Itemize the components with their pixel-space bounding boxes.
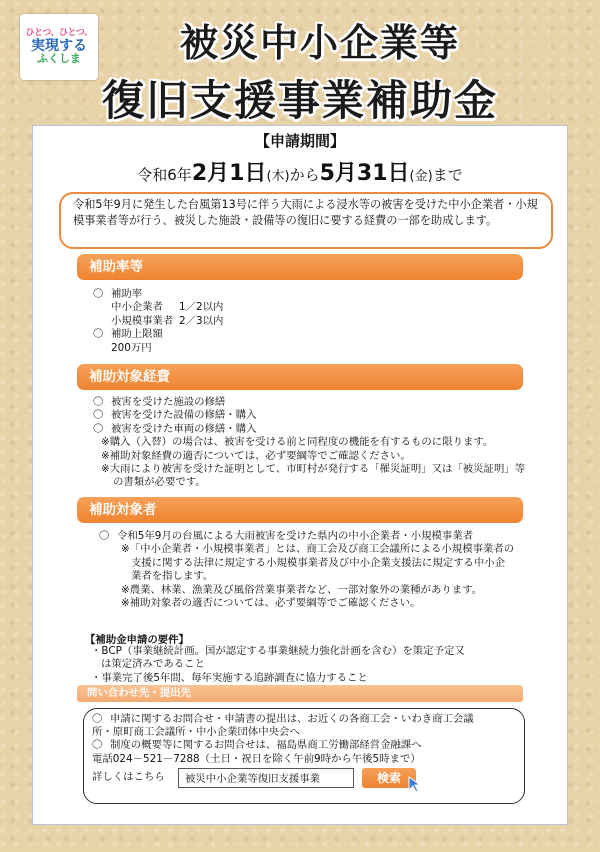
rate-label: 補助率: [111, 288, 143, 300]
circle-mark: 〇: [99, 530, 110, 542]
target-note: 業者を指します。: [131, 570, 214, 583]
cost-note: ※大雨により被害を受けた証明として、市町村が発行する「罹災証明」又は「被災証明」等: [101, 463, 526, 476]
period-end: 5月31日: [319, 161, 410, 186]
small-business-rate: 2／3以内: [179, 314, 224, 327]
cost-note: の書類が必要です。: [113, 476, 206, 489]
logo-line-1: ひとつ、ひとつ、: [25, 28, 93, 39]
target-note: ※補助対象者の適否については、必ず要綱等でご確認ください。: [121, 597, 421, 610]
search-input[interactable]: [178, 768, 354, 788]
limit-value: 200万円: [111, 341, 152, 354]
contact-item-1-line-1: 申請に関するお問合せ・申請書の提出は、お近くの各商工会・いわき商工会議: [110, 713, 474, 725]
limit-label: 補助上限額: [111, 328, 163, 341]
circle-mark: 〇: [93, 288, 104, 300]
details-label: 詳しくはこちら: [92, 771, 165, 784]
requirement-item: ・BCP（事業継続計画。国が認定する事業継続力強化計画を含む）を策定予定又: [91, 645, 465, 657]
target-note: 支援に関する法律に規定する小規模事業者及び中小企業支援法に規定する中小企: [131, 556, 506, 569]
logo-line-3: ふくしま: [37, 52, 81, 66]
target-note: ※農業、林業、漁業及び風俗営業事業者など、一部対象外の業種があります。: [121, 583, 483, 596]
contact-item-2-line-1: 制度の概要等に関するお問合せは、福島県商工労働部経営金融課へ: [110, 739, 422, 752]
requirements-list: [91, 645, 531, 685]
period-prefix: 令和6年: [137, 166, 192, 184]
application-period: [33, 156, 567, 187]
targets-heading: 補助対象者: [77, 497, 523, 523]
cost-item: 被害を受けた車両の修繕・購入: [111, 422, 257, 435]
requirement-item: は策定済みであること: [101, 658, 205, 671]
pointer-cursor-icon: [406, 775, 424, 793]
contact-box: [83, 708, 525, 804]
requirement-item: ・事業完了後5年間、毎年実施する追跡調査に協力すること: [91, 671, 368, 684]
page-title-line-2: 復旧支援事業補助金: [101, 76, 498, 125]
period-from: から: [289, 166, 320, 184]
page-title-line-1: 被災中小企業等: [179, 21, 460, 65]
requirements-heading: 【補助金申請の要件】: [85, 634, 189, 646]
cost-note: ※補助対象経費の適否については、必ず要綱等でご確認ください。: [101, 449, 411, 462]
targets-section: [99, 530, 539, 610]
circle-mark: 〇: [92, 739, 103, 752]
period-start-day: (木): [266, 169, 290, 184]
costs-section: [93, 396, 533, 490]
period-end-day: (金): [409, 169, 433, 184]
search-button[interactable]: 検索: [362, 768, 416, 788]
sme-label: 中小企業者: [111, 301, 163, 314]
intro-text: 令和5年9月に発生した台風第13号に伴う大雨による浸水等の被害を受けた中小企業者・小規模事業者等が行う、被災した施設・設備等の復旧に要する経費の一部を助成します。: [59, 192, 553, 249]
contact-phone: 電話024－521－7288（土日・祝日を除く午前9時から午後5時まで）: [92, 752, 421, 765]
rates-heading: 補助率等: [77, 254, 523, 280]
cost-item: 被害を受けた施設の修繕: [111, 396, 226, 408]
search-row: [92, 768, 516, 788]
cost-note: ※購入（入替）の場合は、被害を受ける前と同程度の機能を有するものに限ります。: [101, 436, 494, 449]
costs-heading: 補助対象経費: [77, 364, 523, 390]
cost-item: 被害を受けた設備の修繕・購入: [111, 409, 257, 422]
circle-mark: 〇: [93, 328, 104, 341]
content-panel: [32, 125, 568, 825]
contact-heading: 問い合わせ先・提出先: [77, 685, 523, 702]
small-business-label: 小規模事業者: [111, 314, 174, 327]
circle-mark: 〇: [93, 396, 104, 408]
logo-line-2: 実現する: [31, 37, 87, 54]
target-note: ※「中小企業者・小規模事業者」とは、商工会及び商工会議所による小規模事業者の: [121, 543, 515, 556]
period-start: 2月1日: [191, 161, 267, 186]
rates-section: [93, 288, 513, 355]
application-period-heading: 【申請期間】: [254, 132, 345, 150]
contact-item-1-line-2: 所・原町商工会議所・中小企業団体中央会へ: [92, 726, 300, 739]
circle-mark: 〇: [92, 713, 103, 725]
target-item: 令和5年9月の台風による大雨被害を受けた県内の中小企業者・小規模事業者: [117, 530, 474, 542]
circle-mark: 〇: [93, 422, 104, 435]
period-until: まで: [432, 166, 463, 184]
sme-rate: 1／2以内: [179, 301, 224, 314]
circle-mark: 〇: [93, 409, 104, 422]
